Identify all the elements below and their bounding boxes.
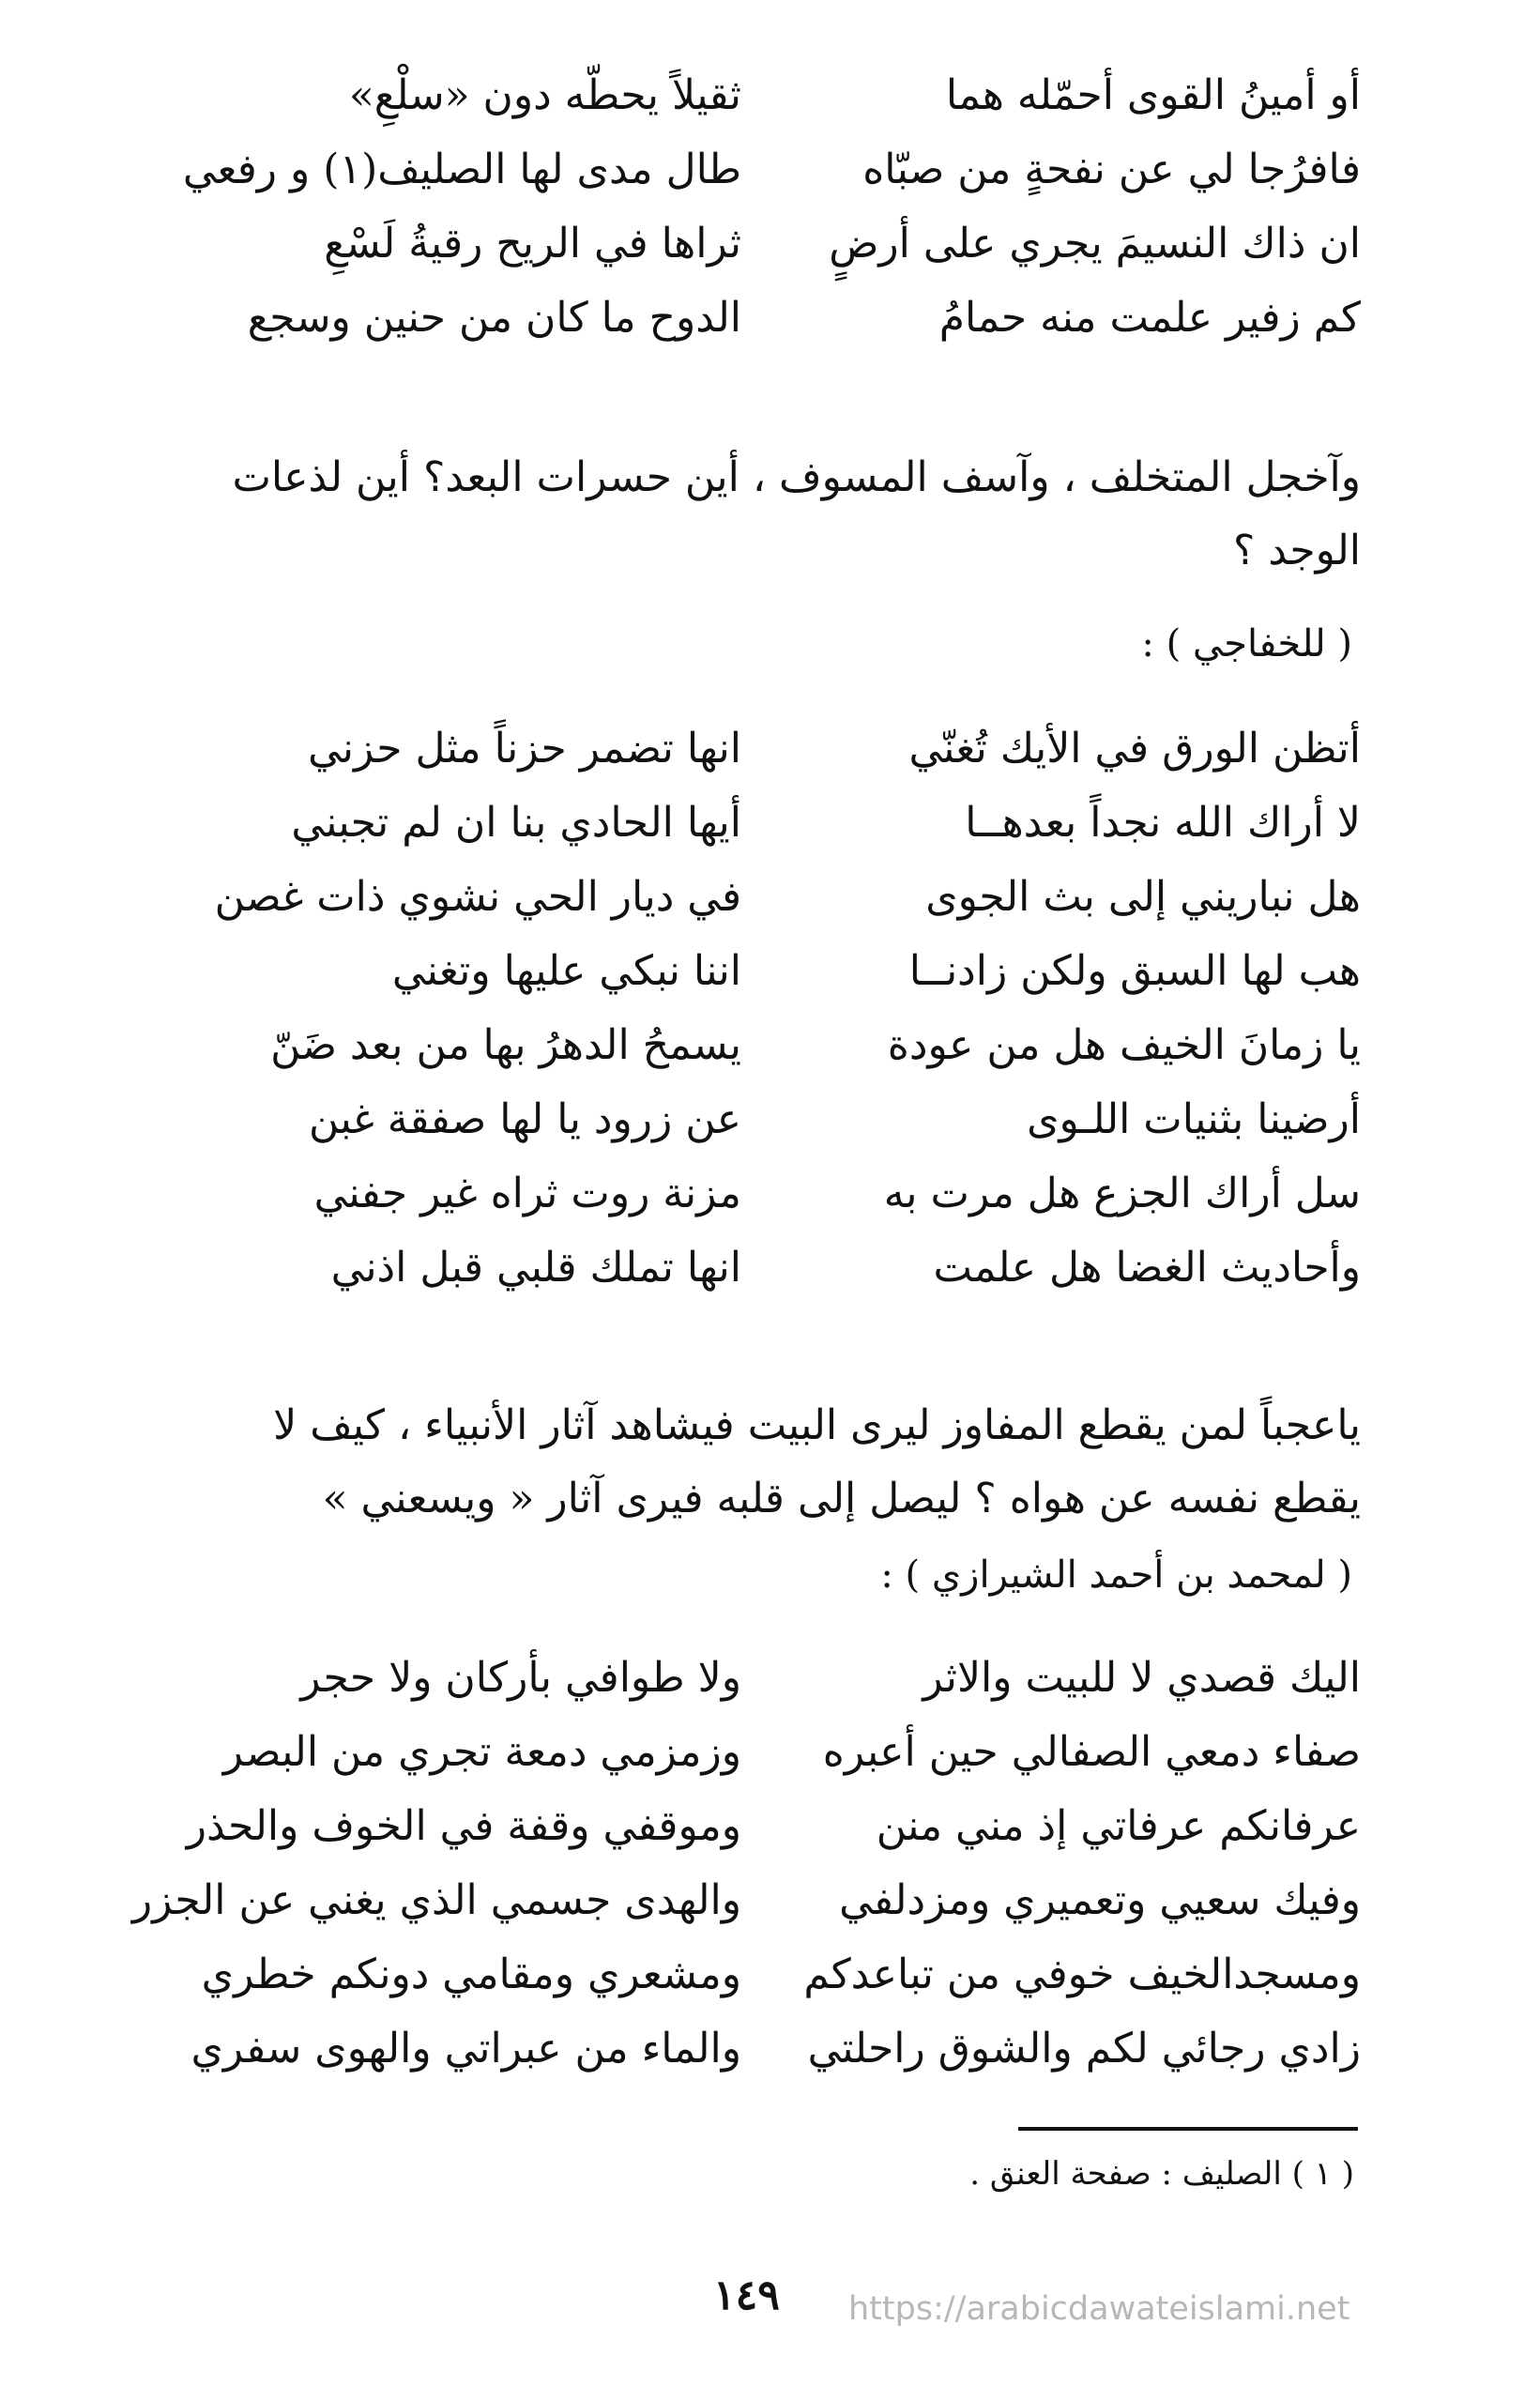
verse-second-hemistich: والهدى جسمي الذي يغني عن الجزر — [131, 1876, 741, 1924]
attribution-shirazi: ( لمحمد بن أحمد الشيرازي ) : — [880, 1553, 1352, 1597]
verse-second-hemistich: في ديار الحي نشوي ذات غصن — [214, 873, 741, 921]
verse-line — [178, 281, 1361, 355]
verse-first-hemistich: هل نباريني إلى بث الجوى — [925, 873, 1361, 921]
page-number: ١٤٩ — [713, 2271, 780, 2319]
verse-second-hemistich: والماء من عبراتي والهوى سفري — [191, 2025, 741, 2072]
verse-line — [178, 132, 1361, 206]
verse-second-hemistich: وزمزمي دمعة تجري من البصر — [222, 1728, 741, 1776]
attribution-khafaji: ( للخفاجي ) : — [1141, 622, 1352, 665]
verse-line — [178, 1789, 1361, 1863]
verse-second-hemistich: وموقفي وقفة في الخوف والحذر — [186, 1802, 741, 1850]
verse-first-hemistich: لا أراك الله نجداً بعدهــا — [965, 799, 1361, 847]
footnote-divider — [1018, 2127, 1358, 2131]
watermark-url: https://arabicdawateislami.net — [848, 2290, 1350, 2328]
verse-line — [178, 2011, 1361, 2086]
poem-1 — [178, 58, 1361, 355]
prose-paragraph-1: وآخجل المتخلف ، وآسف المسوف ، أين حسرات البعد؟ أين لذعات الوجد ؟ — [232, 453, 1361, 574]
verse-first-hemistich: أو أمينُ القوى أحمّله هما — [945, 71, 1361, 119]
verse-first-hemistich: يا زمانَ الخيف هل من عودة — [887, 1021, 1361, 1069]
verse-first-hemistich: صفاء دمعي الصفالي حين أعبره — [822, 1728, 1361, 1776]
verse-line — [178, 786, 1361, 860]
verse-first-hemistich: ان ذاك النسيمَ يجري على أرضٍ — [829, 220, 1361, 268]
verse-line — [178, 1231, 1361, 1305]
verse-second-hemistich: طال مدى لها الصليف(١) و رفعي — [182, 145, 741, 193]
verse-second-hemistich: انها تضمر حزناً مثل حزني — [308, 725, 741, 772]
verse-first-hemistich: أرضينا بثنيات اللـوى — [1027, 1095, 1361, 1143]
verse-second-hemistich: الدوح ما كان من حنين وسجع — [247, 294, 741, 342]
verse-first-hemistich: اليك قصدي لا للبيت والاثر — [922, 1654, 1361, 1702]
verse-second-hemistich: اننا نبكي عليها وتغني — [391, 947, 741, 995]
verse-line — [178, 711, 1361, 786]
verse-first-hemistich: كم زفير علمت منه حمامُ — [938, 294, 1361, 342]
verse-line — [178, 1008, 1361, 1082]
verse-first-hemistich: عرفانكم عرفاتي إذ مني منن — [876, 1802, 1361, 1850]
verse-line — [178, 206, 1361, 281]
verse-line — [178, 58, 1361, 132]
verse-first-hemistich: هب لها السبق ولكن زادنــا — [908, 947, 1361, 995]
verse-first-hemistich: وفيك سعيي وتعميري ومزدلفي — [839, 1876, 1361, 1924]
verse-second-hemistich: ثراها في الريح رقيةُ لَسْعِ — [324, 220, 741, 268]
verse-second-hemistich: يسمحُ الدهرُ بها من بعد ضَنّ — [270, 1021, 741, 1069]
verse-second-hemistich: ولا طوافي بأركان ولا حجر — [300, 1654, 741, 1702]
verse-line — [178, 934, 1361, 1008]
verse-line — [178, 1715, 1361, 1789]
verse-first-hemistich: وأحاديث الغضا هل علمت — [933, 1244, 1361, 1292]
verse-second-hemistich: أيها الحادي بنا ان لم تجبني — [291, 799, 741, 847]
verse-first-hemistich: زادي رجائي لكم والشوق راحلتي — [807, 2025, 1361, 2072]
verse-second-hemistich: عن زرود يا لها صفقة غبن — [308, 1095, 741, 1143]
verse-first-hemistich: أتظن الورق في الأيك تُغنّي — [908, 725, 1361, 772]
poem-2 — [178, 711, 1361, 1305]
prose-paragraph-2: ياعجباً لمن يقطع المفاوز ليرى البيت فيشاهد آثار الأنبياء ، كيف لا يقطع نفسه عن هواه ؟ ليصل إلى قلبه فيرى آثار « ويسعني » — [273, 1401, 1361, 1522]
verse-line — [178, 1641, 1361, 1715]
poem-3 — [131, 1641, 1361, 2086]
verse-line — [178, 1082, 1361, 1156]
verse-line — [178, 860, 1361, 934]
verse-first-hemistich: سل أراك الجزع هل مرت به — [883, 1170, 1361, 1217]
verse-line — [131, 1863, 1361, 1937]
verse-second-hemistich: انها تملك قلبي قبل اذني — [330, 1244, 741, 1292]
verse-line — [178, 1937, 1361, 2011]
verse-first-hemistich: ومسجدالخيف خوفي من تباعدكم — [803, 1950, 1361, 1998]
footnote: ( ١ ) الصليف : صفحة العنق . — [969, 2155, 1354, 2193]
verse-second-hemistich: ومشعري ومقامي دونكم خطري — [201, 1950, 741, 1998]
verse-second-hemistich: مزنة روت ثراه غير جفني — [313, 1170, 741, 1217]
verse-second-hemistich: ثقيلاً يحطّه دون «سلْعِ» — [348, 71, 741, 119]
verse-line — [178, 1156, 1361, 1231]
verse-first-hemistich: فافرُجا لي عن نفحةٍ من صبّاه — [862, 145, 1361, 193]
